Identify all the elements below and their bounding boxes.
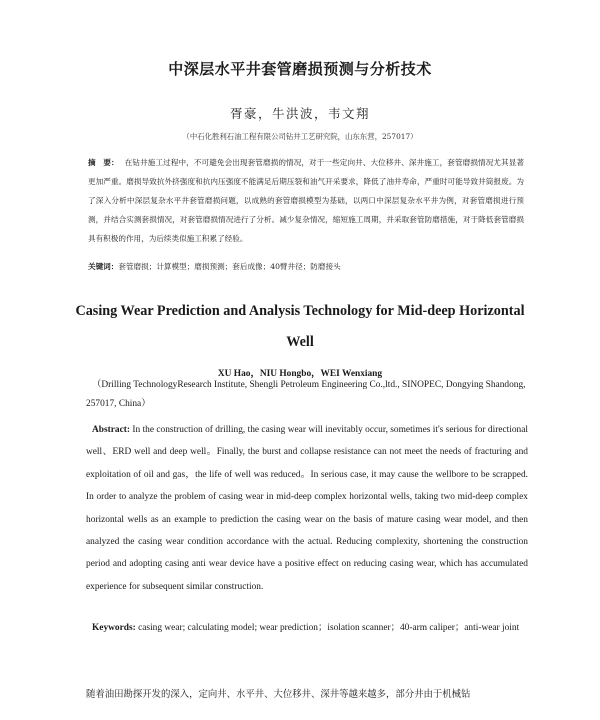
english-keywords-text: casing wear; calculating model; wear prediction；isolation scanner；40-arm caliper；anti-wear joint	[135, 623, 520, 633]
chinese-abstract-text: 在钻井施工过程中，不可避免会出现套管磨损的情况，对于一些定向井、大位移井、深井施工，套管磨损情况尤其显著更加严重。磨损导致抗外挤强度和抗内压强度不能满足后期压裂和油气开采要求，降低了油井寿命，严重时可能导致井筒报废。为了深入分析中深层复杂水平井套管磨损问题，以成熟的套管磨损模型为基础，以两口中深层复杂水平井为例，对套管磨损进行预测，并结合实测套损情况，对套管磨损情况进行了分析。减少复杂情况，缩短施工周期，并采取套管防磨措施，对于降低套管磨损具有积极的作用，为后续类似施工积累了经验。	[88, 158, 525, 243]
english-affiliation: （Drilling TechnologyResearch Institute, Shengli Petroleum Engineering Co.,ltd., SINOPEC, Dongying Shandong, 257017, China）	[86, 380, 526, 409]
chinese-abstract-label: 摘 要：	[88, 158, 119, 167]
chinese-title: 中深层水平井套管磨损预测与分析技术	[168, 60, 432, 78]
chinese-keywords-text: 套管磨损；计算模型；磨损预测；套后成像；40臂井径；防磨接头	[118, 262, 341, 271]
body-first-paragraph: 随着油田勘探开发的深入，定向井、水平井、大位移井、深井等越来越多，部分井由于机械钻	[86, 689, 471, 700]
english-abstract-label: Abstract:	[92, 425, 131, 435]
chinese-keywords	[88, 261, 524, 272]
chinese-affiliation: （中石化胜利石油工程有限公司钻井工艺研究院，山东东营，257017）	[182, 132, 418, 141]
chinese-authors: 胥豪，牛洪波，韦文翔	[229, 106, 370, 121]
english-title: Casing Wear Prediction and Analysis Technology for Mid-deep Horizontal Well	[75, 303, 525, 350]
english-authors: XU Hao，NIU Hongbo，WEI Wenxiang	[217, 369, 383, 379]
chinese-abstract	[88, 153, 524, 248]
english-keywords-label: Keywords:	[92, 623, 136, 633]
english-keywords	[86, 617, 528, 639]
chinese-keywords-label: 关键词：	[88, 262, 119, 271]
english-abstract	[86, 419, 528, 598]
english-abstract-text: In the construction of drilling, the casing wear will inevitably occur, sometimes it's serious for directional well、ERD well and deep well。Finally, the burst and collapse resistance can not meet the needs of fracturing and exploitation of oil and gas，the life of well was reduced。In serious case, it may cause the wellbore to be scrapped. In order to analyze the problem of casing wear in mid-deep complex horizontal wells, taking two mid-deep complex horizontal wells as an example to prediction the casing wear on the basis of mature casing wear model, and then analyzed the casing wear condition accordance with the actual. Reducing complexity, shortening the construction period and adopting casing anti wear device have a positive effect on reducing casing wear, which has accumulated experience for subsequent similar construction.	[86, 425, 528, 592]
